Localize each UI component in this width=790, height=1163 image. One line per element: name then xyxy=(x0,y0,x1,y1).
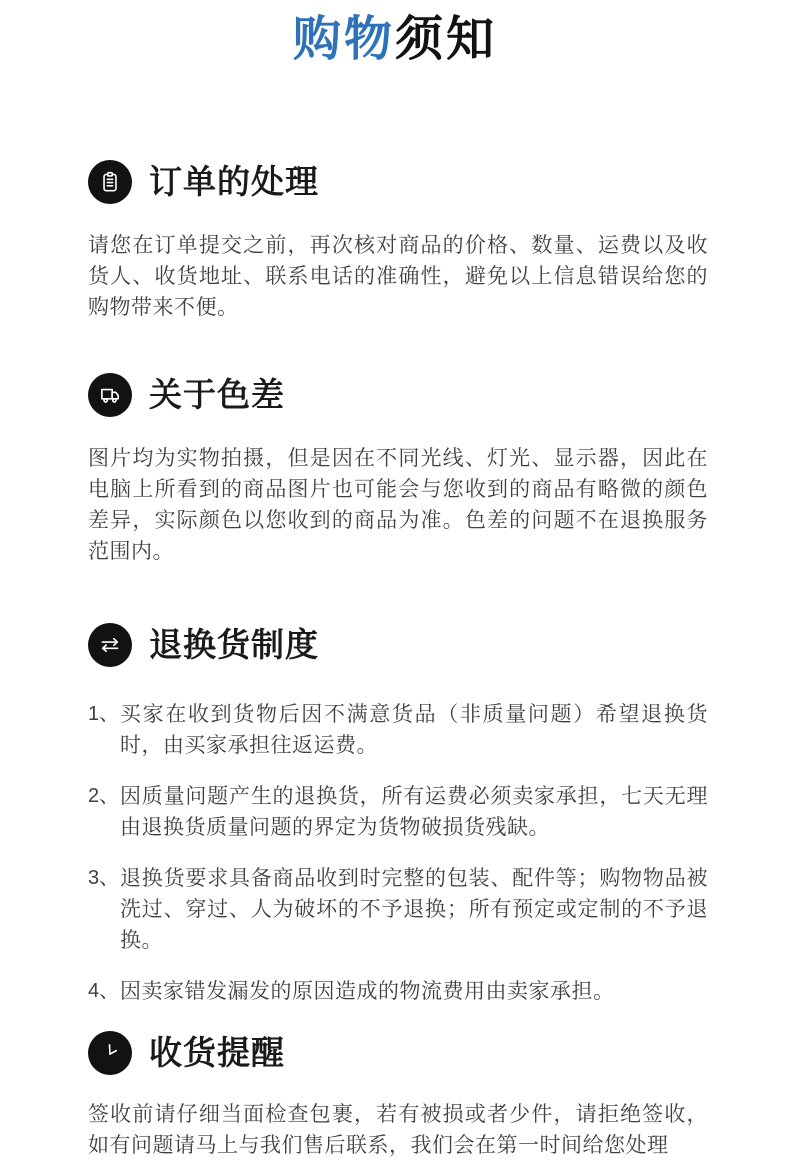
page-title-accent: 购物 xyxy=(292,13,395,66)
list-item-text: 因卖家错发漏发的原因造成的物流费用由卖家承担。 xyxy=(120,980,615,1003)
section-title: 退换货制度 xyxy=(149,626,319,663)
section-header xyxy=(88,160,708,204)
list-item-text: 退换货要求具备商品收到时完整的包装、配件等；购物物品被洗过、穿过、人为破坏的不予退换；所有预定或定制的不予退换。 xyxy=(120,867,708,952)
notice-content xyxy=(0,160,708,1161)
section-title: 收货提醒 xyxy=(149,1034,285,1071)
section-delivery-reminder xyxy=(88,1031,708,1161)
list-item-text: 因质量问题产生的退换货，所有运费必须卖家承担，七天无理由退换货质量问题的界定为货物破损货残缺。 xyxy=(120,785,708,839)
list-item-number: 2、 xyxy=(88,785,120,807)
truck-icon xyxy=(88,373,132,417)
list-item xyxy=(88,781,708,843)
list-item xyxy=(88,863,708,956)
list-item-number: 3、 xyxy=(88,867,120,889)
clock-icon xyxy=(88,1031,132,1075)
exchange-arrows-icon xyxy=(88,623,132,667)
list-item-number: 1、 xyxy=(88,703,120,725)
rule-list xyxy=(88,699,708,1007)
list-item xyxy=(88,976,708,1007)
section-color-difference xyxy=(88,373,708,567)
section-title: 订单的处理 xyxy=(149,163,319,200)
section-return-policy xyxy=(88,623,708,1007)
section-title: 关于色差 xyxy=(149,376,285,413)
list-item-number: 4、 xyxy=(88,980,120,1002)
page-title-rest: 须知 xyxy=(395,13,498,66)
page-title xyxy=(0,0,790,68)
section-header xyxy=(88,1031,708,1075)
section-paragraph: 图片均为实物拍摄，但是因在不同光线、灯光、显示器，因此在电脑上所看到的商品图片也可能会与您收到的商品有略微的颜色差异，实际颜色以您收到的商品为准。色差的问题不在退换服务范围内。 xyxy=(88,447,708,563)
list-item-text: 买家在收到货物后因不满意货品（非质量问题）希望退换货时，由买家承担往返运费。 xyxy=(120,703,708,757)
clipboard-icon xyxy=(88,160,132,204)
section-header xyxy=(88,623,708,667)
list-item xyxy=(88,699,708,761)
section-paragraph: 请您在订单提交之前，再次核对商品的价格、数量、运费以及收货人、收货地址、联系电话的准确性，避免以上信息错误给您的购物带来不便。 xyxy=(88,234,708,319)
section-order-processing xyxy=(88,160,708,323)
section-header xyxy=(88,373,708,417)
section-paragraph: 签收前请仔细当面检查包裹，若有被损或者少件，请拒绝签收，如有问题请马上与我们售后联系，我们会在第一时间给您处理 xyxy=(88,1103,708,1157)
